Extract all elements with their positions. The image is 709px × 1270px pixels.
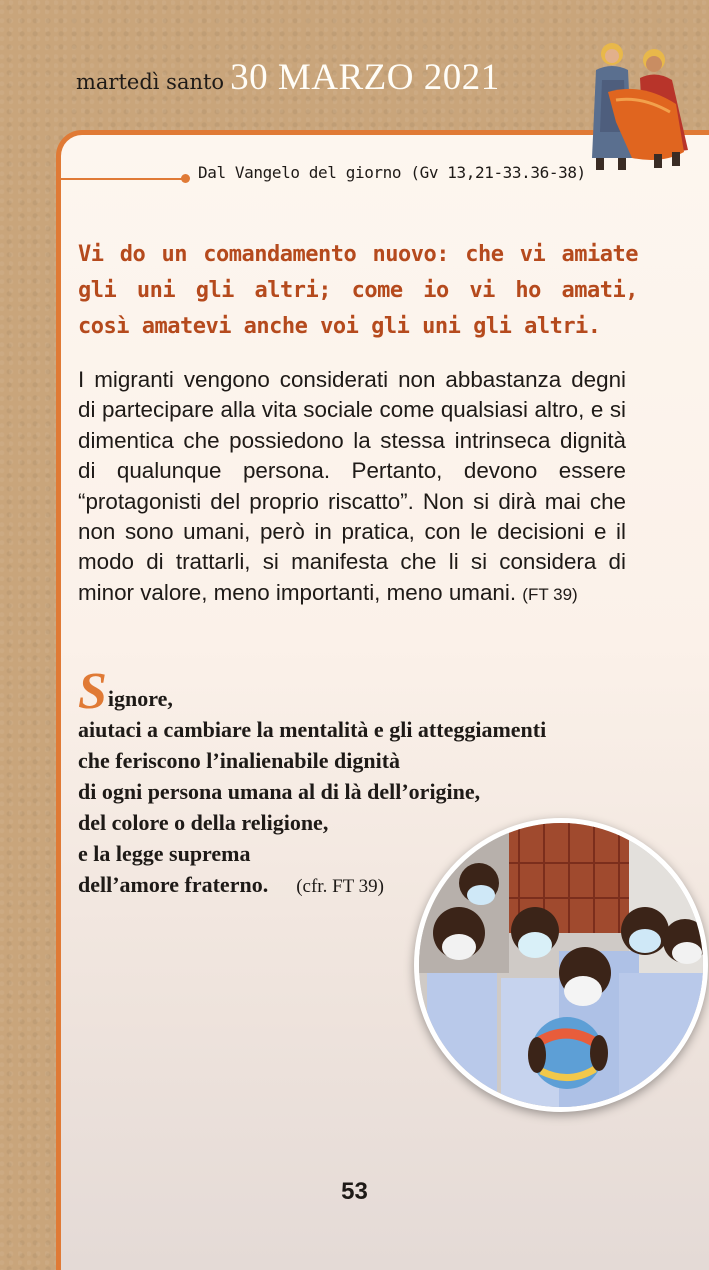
gospel-reference: Dal Vangelo del giorno (Gv 13,21-33.36-38) [198, 163, 586, 182]
commentary-text: I migranti vengono considerati non abbastanza degni di partecipare alla vita sociale come qualsiasi altro, e si dimentica che possiedono la stessa intrinseca dignità di qualunque persona. Pertanto, devono essere “protagonisti del proprio riscatto”. Non si dirà mai che non sono umani, però in pratica, con le decisioni e il modo di trattarli, si manifesta che li si considera di minor valore, meno importanti, meno umani. [78, 367, 626, 605]
gospel-verse: Vi do un comandamento nuovo: che vi amiate gli uni gli altri; come io vi ho amati, così amatevi anche voi gli uni gli altri. [78, 242, 638, 339]
prayer-line: del colore o della religione, [78, 810, 329, 835]
day-label: martedì santo [76, 70, 225, 94]
gospel-rule [60, 178, 184, 180]
children-photo [414, 818, 708, 1112]
prayer-first-line [78, 663, 638, 720]
prayer-line: di ogni persona umana al di là dell’origine, [78, 779, 481, 804]
saints-fresco-illustration [572, 40, 696, 180]
prayer-line: dell’amore fraterno. [78, 872, 269, 897]
drop-cap: S [78, 663, 107, 720]
prayer-line: e la legge suprema [78, 841, 251, 866]
prayer-line: aiutaci a cambiare la mentalità e gli atteggiamenti [78, 717, 547, 742]
page-number: 53 [341, 1178, 368, 1205]
gospel-bullet [181, 174, 190, 183]
prayer-first-word: ignore, [107, 686, 173, 711]
date-header [76, 56, 500, 96]
date-title: 30 MARZO 2021 [230, 57, 500, 98]
commentary-citation: (FT 39) [522, 584, 578, 604]
commentary-paragraph [78, 365, 626, 610]
prayer-citation: (cfr. FT 39) [296, 876, 384, 897]
prayer-line: che feriscono l’inalienabile dignità [78, 748, 401, 773]
